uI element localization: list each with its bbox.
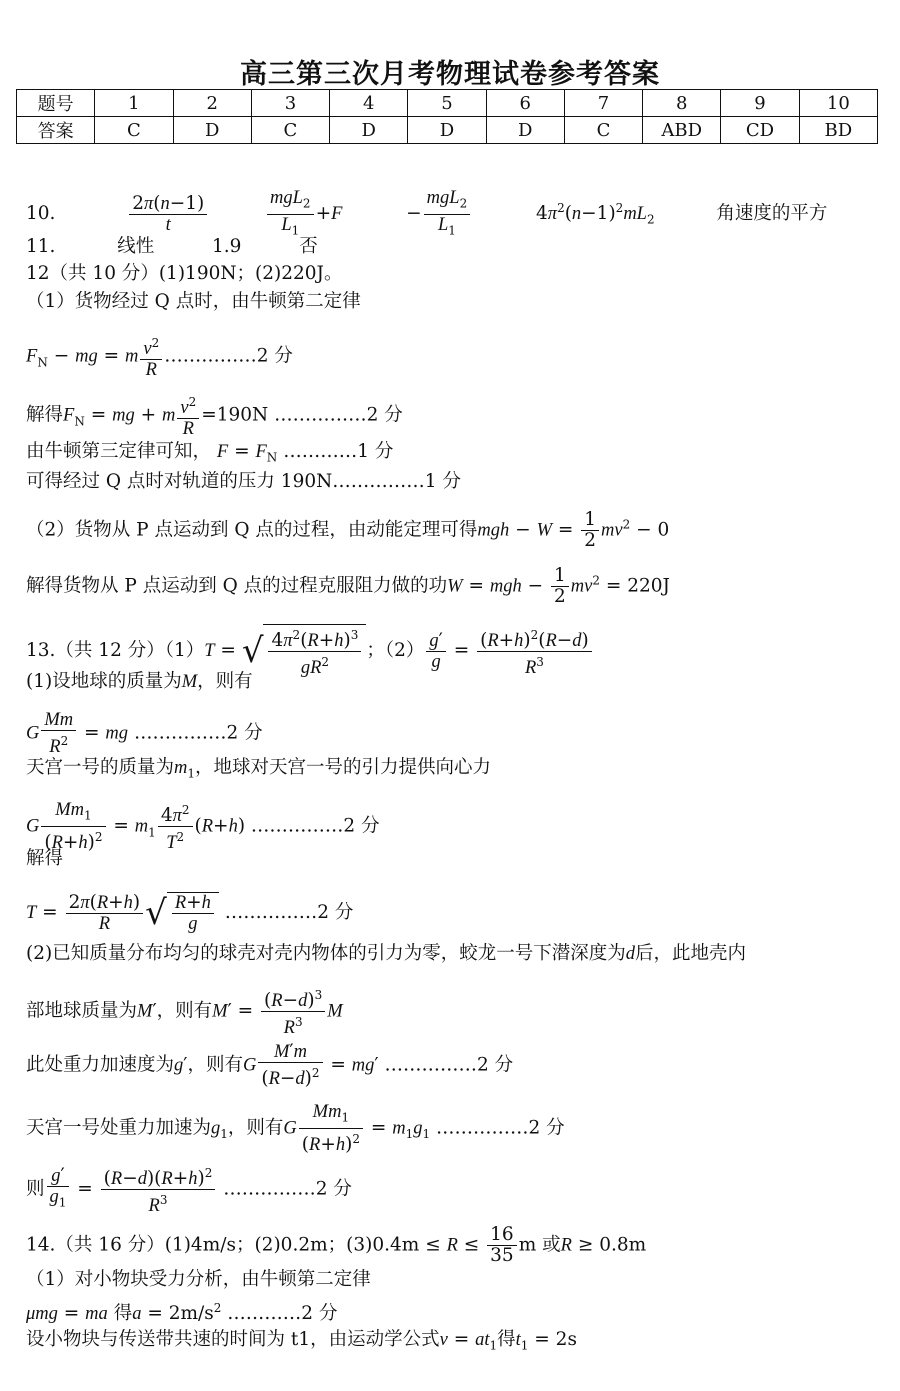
- table-cell: C: [95, 117, 173, 144]
- table-cell: 6: [486, 90, 564, 117]
- text: 解得: [26, 404, 64, 426]
- table-cell: CD: [721, 117, 799, 144]
- q14-line: 设小物块与传送带共速的时间为 t1，由运动学公式$v = at_1$得$t_1 = 2s$: [26, 1329, 577, 1353]
- q13-line: 天宫一号的质量为$m_1$，地球对天宫一号的引力提供向心力: [26, 757, 492, 781]
- text: 得: [497, 1329, 516, 1350]
- value: =190N: [201, 404, 269, 426]
- table-cell: C: [564, 117, 642, 144]
- text: ；（2）: [366, 640, 425, 662]
- formula: mgL$_2$ $L_1$: [267, 188, 314, 240]
- formula: $4\pi^2(n-1)^2mL_2$: [536, 201, 655, 227]
- text: 部地球质量为: [26, 1000, 138, 1022]
- score: ……………2 分: [274, 404, 403, 426]
- q12-line: （2）货物从 P 点运动到 Q 点的过程，由动能定理可得mgh − W = $\frac{1}{2}$ $mv^2 - 0$: [26, 509, 670, 551]
- q12-summary: 12（共 10 分）(1)190N；(2)220J。: [26, 263, 343, 284]
- text: ，则有: [156, 1000, 213, 1022]
- table-cell: D: [486, 117, 564, 144]
- q13-equation: T = $\frac{2\pi(R+h)}{R}$ √ $\frac{R+h}{g}$ ……………2 分: [26, 891, 354, 934]
- text: 后，此地壳内: [634, 943, 746, 964]
- text: 则: [26, 1178, 45, 1200]
- q13-line: (2)已知质量分布均匀的球壳对壳内物体的引力为零，蛟龙一号下潜深度为d后，此地壳内: [26, 943, 746, 964]
- q12-equation: $F_N$ − mg = m $\frac{v^2}{R}$ ……………2 分: [26, 333, 293, 380]
- q12-line: 可得经过 Q 点时对轨道的压力 190N……………1 分: [26, 471, 461, 492]
- q13-summary: 13.（共 12 分）（1）T = √ $\frac{4\pi^2(R+h)^3}{gR^2}$ ；（2） $\frac{g'}{g}$ = $\frac{(R+h)^2(R-d)}{R^3}$: [26, 624, 594, 678]
- q10-line: 10. $\frac{2\pi(n-1)}{t}$ mgL$_2$ $L_1$ +F − mgL$_2$ $L_1$ $4\pi^2(n-1)^2mL_2$ 角速度的平方: [26, 188, 827, 240]
- score: …………2 分: [227, 1303, 338, 1325]
- text: 13.（共 12 分）（1）: [26, 640, 205, 662]
- table-cell: ABD: [643, 117, 721, 144]
- table-cell: 8: [643, 90, 721, 117]
- q13-line: 此处重力加速度为g′，则有G $\frac{M'm}{(R-d)^2}$ = mg′ ……………2 分: [26, 1041, 514, 1090]
- q12-line: （1）货物经过 Q 点时，由牛顿第二定律: [26, 291, 361, 312]
- score: ……………2 分: [164, 345, 293, 367]
- formula: $\frac{2\pi(n-1)}{t}$: [129, 194, 207, 235]
- q13-line: 解得: [26, 848, 64, 869]
- q13-line: 天宫一号处重力加速为$g_1$，则有G $\frac{Mm_1}{(R+h)^2}$ = $m_1g_1$ ……………2 分: [26, 1102, 565, 1155]
- table-cell: 1: [95, 90, 173, 117]
- q11-answer: 1.9: [212, 236, 242, 257]
- score: ……………2 分: [223, 1178, 352, 1200]
- q11-answer: 线性: [117, 236, 155, 257]
- table-cell: 题号: [17, 90, 95, 117]
- score: …………1 分: [283, 441, 394, 462]
- score: ……………2 分: [133, 722, 263, 744]
- table-cell: C: [251, 117, 329, 144]
- table-cell: 7: [564, 90, 642, 117]
- score: ……………2 分: [250, 815, 380, 837]
- q11-number: 11.: [26, 236, 56, 257]
- table-row: [17, 90, 878, 117]
- table-cell: 答案: [17, 117, 95, 144]
- q10-number: 10.: [26, 203, 56, 225]
- value: = 220J: [605, 575, 670, 597]
- table-cell: 9: [721, 90, 799, 117]
- formula: mgL$_2$ $L_1$: [424, 188, 471, 240]
- table-cell: 5: [408, 90, 486, 117]
- q12-line: 由牛顿第三定律可知， $F = F_N$ …………1 分: [26, 441, 394, 465]
- text: 此处重力加速度为: [26, 1054, 175, 1076]
- table-cell: 2: [173, 90, 251, 117]
- text: 解得货物从 P 点运动到 Q 点的过程克服阻力做的功: [26, 575, 448, 597]
- q13-line: 则 $\frac{g'}{g_1}$ = $\frac{(R-d)(R+h)^2}{R^3}$ ……………2 分: [26, 1163, 352, 1216]
- q13-line: (1)设地球的质量为M，则有: [26, 671, 253, 692]
- q11-line: [26, 235, 318, 259]
- text: 由牛顿第三定律可知，: [26, 441, 212, 462]
- text: （2）货物从 P 点运动到 Q 点的过程，由动能定理可得: [26, 519, 478, 541]
- text: (1)设地球的质量为: [26, 671, 182, 692]
- table-row: [17, 117, 878, 144]
- text: 天宫一号处重力加速为: [26, 1117, 212, 1139]
- score: ……………2 分: [384, 1054, 514, 1076]
- table-cell: 4: [330, 90, 408, 117]
- text: 设小物块与传送带共速的时间为 t1，由运动学公式: [26, 1329, 440, 1350]
- q14-line: μmg = ma 得$a = 2m/s^2$ …………2 分: [26, 1301, 338, 1325]
- answer-table: [16, 89, 878, 144]
- text: ，则有: [197, 671, 253, 692]
- table-cell: D: [173, 117, 251, 144]
- table-cell: BD: [799, 117, 877, 144]
- q11-answer: 否: [299, 236, 318, 257]
- q14-line: （1）对小物块受力分析，由牛顿第二定律: [26, 1269, 371, 1290]
- text: (2)已知质量分布均匀的球壳对壳内物体的引力为零，蛟龙一号下潜深度为: [26, 943, 626, 964]
- table-cell: 3: [251, 90, 329, 117]
- text: ，地球对天宫一号的引力提供向心力: [195, 757, 492, 778]
- text: 得: [113, 1303, 133, 1325]
- q13-equation: G $\frac{Mm_1}{(R+h)^2}$ = $m_1$ $\frac{4\pi^2}{T^2}$ (R+h) ……………2 分: [26, 800, 380, 854]
- table-cell: D: [408, 117, 486, 144]
- text: 或: [542, 1234, 561, 1256]
- q12-equation: 解得$F_N$ = mg + m $\frac{v^2}{R}$ =190N ……………2 分: [26, 392, 403, 439]
- q14-summary: 14.（共 16 分）(1)4m/s；(2)0.2m；(3)0.4m ≤ R ≤ $\frac{16}{35}$ m 或R ≥ 0.8m: [26, 1224, 647, 1266]
- text: 天宫一号的质量为: [26, 757, 175, 778]
- score: ……………2 分: [436, 1117, 565, 1139]
- q13-equation: G $\frac{Mm}{R^2}$ = mg ……………2 分: [26, 710, 263, 758]
- table-cell: D: [330, 117, 408, 144]
- text: 14.（共 16 分）(1)4m/s；(2)0.2m；(3): [26, 1234, 373, 1256]
- q12-line: 解得货物从 P 点运动到 Q 点的过程克服阻力做的功W = mgh − $\frac{1}{2}$ $mv^2 = 220J$: [26, 565, 670, 607]
- page-title: 高三第三次月考物理试卷参考答案: [240, 59, 660, 90]
- text: ，则有: [187, 1054, 243, 1076]
- q13-line: 部地球质量为M′，则有M′ = $\frac{(R-d)^3}{R^3}$ M: [26, 985, 343, 1038]
- table-cell: 10: [799, 90, 877, 117]
- score: ……………2 分: [224, 902, 354, 923]
- text: ，则有: [227, 1117, 284, 1139]
- q10-answer-text: 角速度的平方: [716, 203, 828, 225]
